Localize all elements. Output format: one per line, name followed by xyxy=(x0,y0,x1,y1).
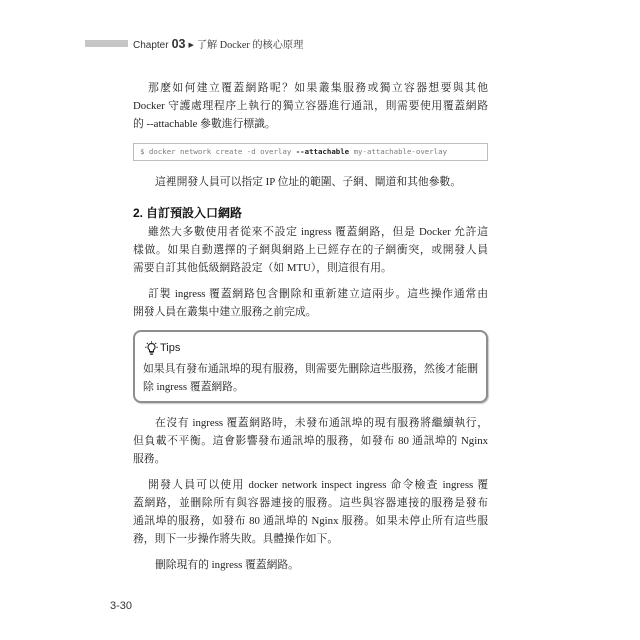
chapter-title: 了解 Docker 的核心原理 xyxy=(196,40,304,51)
code-bold-flag: --attachable xyxy=(295,147,350,156)
code-suffix: my-attachable-overlay xyxy=(349,147,448,156)
paragraph-line: 的 --attachable 參數進行標識。 xyxy=(133,118,276,130)
paragraph-line: 雖然大多數使用者從來不設定 ingress 覆蓋網路，但是 Docker 允許這 xyxy=(148,226,488,238)
tips-content xyxy=(143,360,478,396)
tips-title: Tips xyxy=(160,342,181,354)
paragraph-ingress-steps xyxy=(133,285,488,321)
page-number: 3-30 xyxy=(110,600,133,612)
code-line xyxy=(140,144,447,160)
paragraph-line: 那麼如何建立覆蓋網路呢？如果叢集服務或獨立容器想要與其他 xyxy=(148,82,488,94)
lightbulb-icon xyxy=(145,341,158,356)
section-number: 2. xyxy=(133,206,144,220)
paragraph-line: 訂製 ingress 覆蓋網路包含刪除和重新建立這兩步。這些操作通常由 xyxy=(148,288,488,300)
paragraph-line: 樣做。如果自動選擇的子網與網路上已經存在的子網衝突，或開發人員 xyxy=(133,244,488,256)
tips-box xyxy=(133,330,488,403)
paragraph-line: 通訊埠的服務，如發布 80 通訊埠的 Nginx 服務。如果未停止所有這些服 xyxy=(133,515,488,527)
chapter-label: Chapter xyxy=(133,40,169,51)
code-prefix: $ docker network create -d overlay xyxy=(140,147,296,156)
chapter-number: 03 xyxy=(171,37,186,51)
paragraph-line: 蓋網路，並刪除所有與容器連接的服務。這些與容器連接的服務是發布 xyxy=(133,497,488,509)
paragraph-no-ingress xyxy=(133,414,488,468)
tips-line: 如果具有發布通訊埠的現有服務，則需要先刪除這些服務，然後才能刪 xyxy=(143,363,478,375)
running-header xyxy=(133,36,303,52)
tips-line: 除 ingress 覆蓋網路。 xyxy=(143,381,244,393)
paragraph-line: 開發人員可以使用 docker network inspect ingress 命令檢查 ingress 覆 xyxy=(148,479,488,491)
paragraph-line: Docker 守護處理程序上執行的獨立容器進行通訊，則需要使用覆蓋網路 xyxy=(133,100,488,112)
paragraph-attachable-intro xyxy=(133,79,488,133)
section-heading xyxy=(133,204,242,222)
paragraph-ip-params xyxy=(133,173,488,191)
paragraph-line: 但負載不平衡。這會影響發布通訊埠的服務，如發布 80 通訊埠的 Nginx xyxy=(133,435,488,447)
paragraph-delete-ingress xyxy=(133,556,488,574)
paragraph-line: 開發人員在叢集中建立服務之前完成。 xyxy=(133,306,317,318)
header-decoration-bar xyxy=(85,40,128,47)
paragraph-line: 這裡開發人員可以指定 IP 位址的範圍、子網、閘道和其他參數。 xyxy=(155,176,462,188)
paragraph-inspect-ingress xyxy=(133,476,488,548)
paragraph-line: 服務。 xyxy=(133,453,166,465)
paragraph-ingress-custom xyxy=(133,223,488,277)
code-block xyxy=(133,143,488,161)
chapter-arrow-icon: ▶ xyxy=(188,41,194,49)
paragraph-line: 需要自訂其他低級網路設定（如 MTU），則這很有用。 xyxy=(133,262,392,274)
paragraph-line: 在沒有 ingress 覆蓋網路時，未發布通訊埠的現有服務將繼續執行， xyxy=(155,417,488,429)
section-title: 自訂預設入口網路 xyxy=(146,206,243,220)
paragraph-line: 務，則下一步操作將失敗。具體操作如下。 xyxy=(133,533,339,545)
paragraph-line: 刪除現有的 ingress 覆蓋網路。 xyxy=(155,559,299,571)
